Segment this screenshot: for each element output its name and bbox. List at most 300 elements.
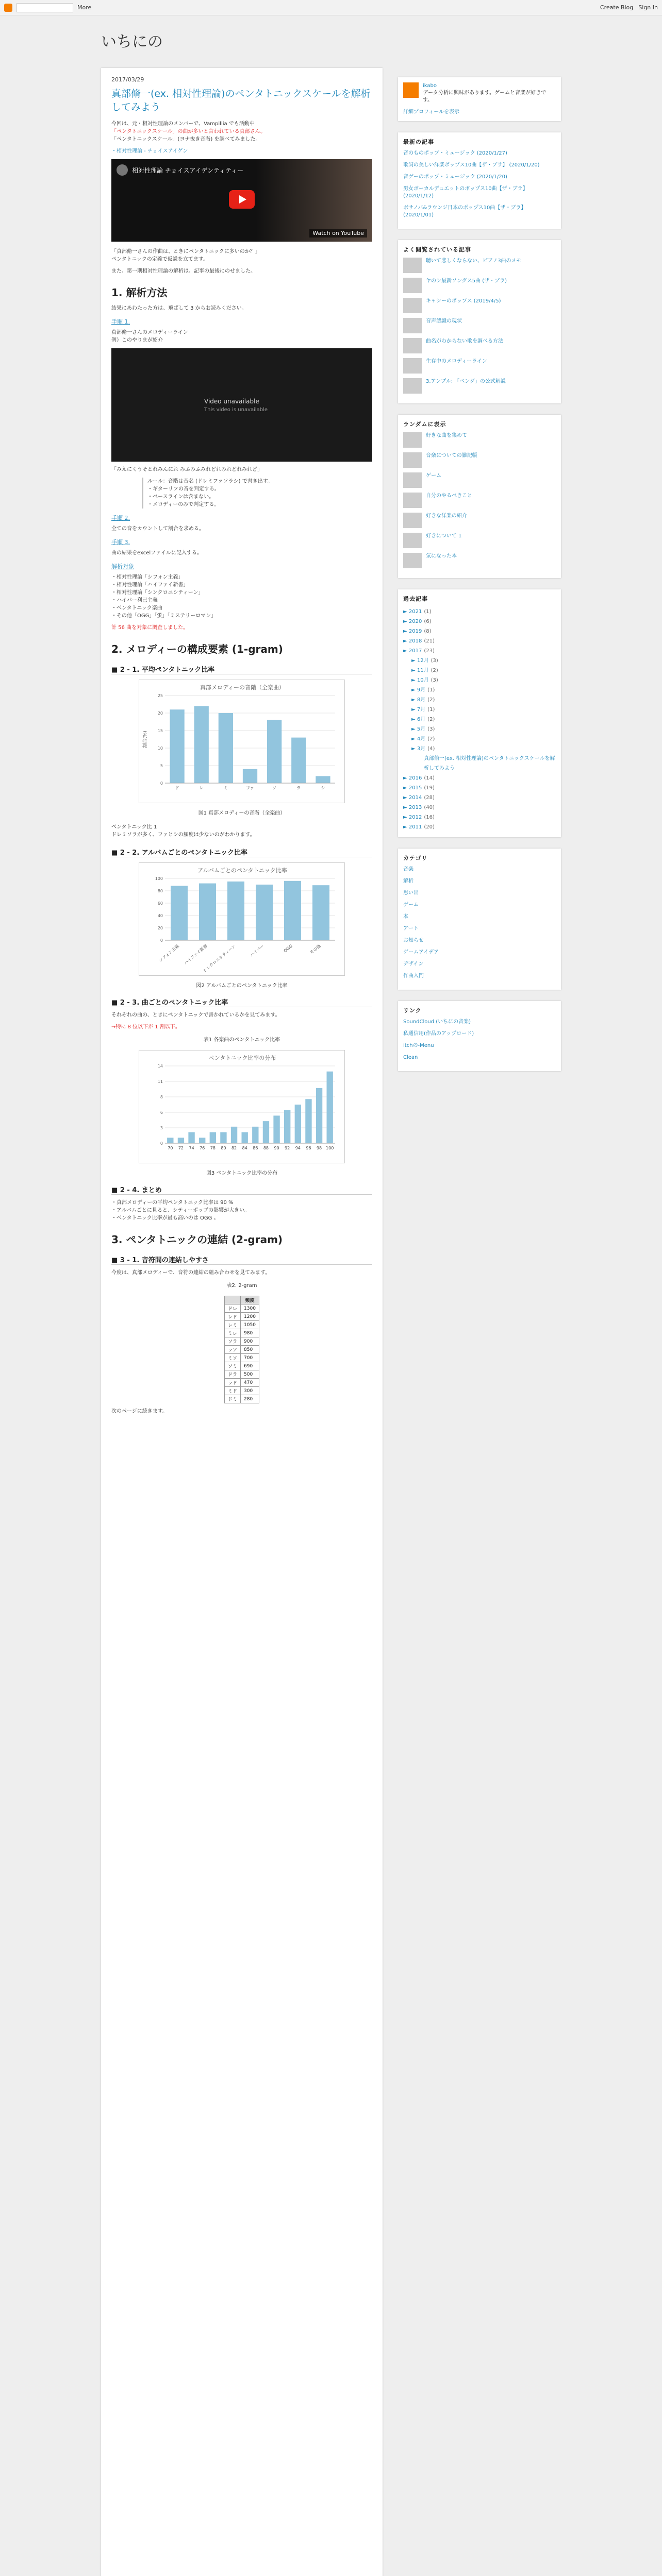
popular-link[interactable]: 聴いて悲しくならない、ピアノ3曲のメモ	[426, 258, 522, 264]
chart-3-svg	[139, 1050, 345, 1164]
post-intro: 今回は、元・相対性理論のメンバーで、Vampillia でも活動中 「ペンタトニックスケール」の曲が多いと言われている真部さん。 「ペンタトニックスケール」(ヨナ抜き音階) を調べてみました。	[111, 121, 266, 142]
table-header-row	[225, 1296, 259, 1304]
x-tick-label: 96	[306, 1146, 311, 1150]
links-item	[403, 1019, 556, 1026]
random-item	[403, 452, 556, 468]
recent-link[interactable]: ボサノバ&ラウンジ日本のポップス10曲【ザ・ブラ】 (2020/1/01)	[403, 205, 526, 218]
archive-item[interactable]	[403, 607, 556, 617]
song-item: ・相対性理論「シフォン主義」	[111, 574, 184, 580]
bar	[316, 1088, 322, 1143]
chart-2-caption: 図2 アルバムごとのペンタトニック比率	[196, 983, 288, 989]
links-link[interactable]: Clean	[403, 1055, 418, 1060]
chart-3	[139, 1050, 345, 1163]
archive-label[interactable]: 2011	[408, 824, 422, 830]
songs-heading: 解析対象	[111, 563, 134, 570]
section-3-text: 今度は、真部メロディーで、音符の連結の組み合わせを見てみます。	[111, 1270, 271, 1276]
archive-item[interactable]	[403, 705, 556, 715]
links-item	[403, 1030, 556, 1038]
y-tick-label: 10	[157, 746, 163, 751]
y-tick-label: 5	[160, 764, 163, 768]
labels-widget	[398, 849, 561, 990]
labels-link[interactable]: お知らせ	[403, 938, 424, 943]
archive-toggle-icon[interactable]: ►	[403, 815, 409, 820]
archive-toggle-icon[interactable]: ►	[403, 795, 409, 801]
table-row	[225, 1337, 259, 1346]
chart-1	[139, 680, 345, 803]
archive-label[interactable]: 2018	[408, 638, 422, 644]
archive-item[interactable]	[403, 812, 556, 822]
archive-label[interactable]: 2017	[408, 648, 422, 654]
archive-item[interactable]	[403, 734, 556, 744]
post-thumbnail[interactable]	[403, 318, 422, 333]
labels-link[interactable]: ゲーム	[403, 902, 419, 908]
unavailable-video-embed[interactable]	[111, 348, 372, 462]
bar	[188, 1132, 194, 1143]
x-tick-label: 82	[231, 1146, 237, 1150]
profile-avatar[interactable]	[403, 82, 419, 98]
y-tick-label: 20	[157, 711, 163, 716]
post-thumbnail[interactable]	[403, 513, 422, 528]
table-cell: 280	[241, 1395, 259, 1403]
archive-toggle-icon[interactable]: ►	[411, 746, 417, 752]
archive-label[interactable]: 11月	[417, 668, 429, 673]
archive-count: (1)	[427, 707, 435, 713]
recent-item	[403, 205, 556, 219]
table-cell: レド	[225, 1313, 241, 1321]
profile-name[interactable]: ikabo	[422, 83, 437, 89]
x-tick-label: ハイパー	[249, 943, 265, 958]
summary-item: ・真部メロディーの平均ペンタトニック比率は 90 %	[111, 1200, 234, 1206]
archive-count: (3)	[431, 658, 438, 664]
popular-item	[403, 278, 556, 293]
create-blog-link[interactable]: Create Blog	[600, 4, 634, 11]
links-link[interactable]: 私通信用(作品のアップロード)	[403, 1031, 474, 1037]
archive-toggle-icon[interactable]: ►	[411, 668, 417, 673]
section-2-1-text: ペンタトニック比 1 ドレミソラが多く、ファとシの頻度は少ないのがわかります。	[111, 824, 255, 838]
y-tick-label: 60	[157, 901, 163, 906]
popular-item	[403, 338, 556, 353]
step-3-text: 曲の結果をexcelファイルに記入する。	[111, 550, 202, 556]
post-thumbnail[interactable]	[403, 378, 422, 394]
archive-toggle-icon[interactable]: ►	[403, 619, 409, 624]
table-row	[225, 1354, 259, 1362]
archive-item[interactable]	[403, 783, 556, 793]
song-item: ・ペンタトニック楽曲	[111, 605, 162, 611]
y-tick-label: 20	[157, 926, 163, 930]
x-tick-label: レ	[199, 786, 204, 790]
chart-title: アルバムごとのペンタトニック比率	[197, 867, 287, 874]
bar	[291, 738, 306, 783]
chart-1-caption: 図1 真部メロディーの音階（全楽曲）	[198, 810, 286, 816]
popular-item	[403, 318, 556, 333]
archive-count: (1)	[424, 609, 432, 615]
bar	[305, 1099, 311, 1143]
labels-item	[403, 866, 556, 873]
song-item: ・相対性理論「ハイファイ新書」	[111, 582, 189, 588]
recent-item	[403, 162, 556, 169]
archive-label[interactable]: 5月	[417, 726, 426, 732]
table-row	[225, 1313, 259, 1321]
archive-count: (2)	[427, 717, 435, 722]
table-row	[225, 1329, 259, 1337]
x-tick-label: ミ	[223, 786, 228, 790]
song-item: ・相対性理論「シンクロニシティーン」	[111, 590, 204, 596]
step-2-heading: 手順 2.	[111, 515, 130, 521]
table-header-cell	[225, 1296, 241, 1304]
archive-label[interactable]: 2020	[408, 619, 422, 624]
archive-count: (3)	[427, 726, 435, 732]
labels-link[interactable]: デザイン	[403, 961, 424, 967]
post-thumbnail[interactable]	[403, 338, 422, 353]
table-cell: ソミ	[225, 1362, 241, 1370]
x-tick-label: ソ	[272, 786, 277, 790]
archive-widget	[398, 589, 561, 837]
section-1-text: 結果にあわたった方は、飛ばして 3 からお読みください。	[111, 306, 247, 311]
archive-count: (19)	[424, 785, 435, 791]
bar	[273, 1115, 279, 1143]
post-thumbnail[interactable]	[403, 452, 422, 468]
post-date: 2017/03/29	[111, 76, 144, 83]
links-item	[403, 1042, 556, 1049]
navbar-search-input[interactable]	[16, 3, 73, 12]
popular-link[interactable]: 生存中のメロディーライン	[426, 359, 487, 364]
archive-label[interactable]: 4月	[417, 736, 426, 742]
random-link[interactable]: 好きな洋楽の紹介	[426, 513, 467, 519]
links-widget	[398, 1001, 561, 1071]
y-tick-label: 8	[160, 1095, 163, 1099]
archive-label[interactable]: 2015	[408, 785, 422, 791]
songs-note: 計 56 曲を対象に調査しました。	[111, 625, 189, 631]
archive-toggle-icon[interactable]: ►	[403, 785, 409, 791]
labels-link[interactable]: ゲームアイデア	[403, 950, 439, 955]
bar	[171, 886, 188, 940]
profile-link[interactable]: 詳細プロフィールを表示	[403, 109, 459, 115]
labels-link[interactable]: 解析	[403, 878, 413, 884]
links-item	[403, 1054, 556, 1061]
archive-item[interactable]	[403, 617, 556, 626]
chart-2	[139, 862, 345, 976]
post-title[interactable]: 真部脩一(ex. 相対性理論)のペンタトニックスケールを解析してみよう	[111, 88, 371, 113]
archive-count: (23)	[424, 648, 435, 654]
table-row	[225, 1370, 259, 1379]
random-link[interactable]: 自分のやるべきこと	[426, 493, 472, 499]
archive-label[interactable]: 2012	[408, 815, 422, 820]
archive-toggle-icon[interactable]: ►	[403, 609, 409, 615]
archive-toggle-icon[interactable]: ►	[411, 697, 417, 703]
bar	[210, 1132, 216, 1143]
y-tick-label: 14	[157, 1064, 163, 1069]
archive-count: (3)	[431, 677, 438, 683]
links-title: リンク	[403, 1007, 422, 1014]
archive-label[interactable]: 3月	[417, 746, 426, 752]
popular-link[interactable]: 3.アンプル: 「ベンダ」の公式解説	[426, 379, 506, 384]
archive-toggle-icon[interactable]: ►	[411, 687, 417, 693]
post-thumbnail[interactable]	[403, 533, 422, 548]
table-cell: ドラ	[225, 1370, 241, 1379]
y-tick-label: 15	[157, 728, 163, 733]
labels-item	[403, 961, 556, 968]
y-tick-label: 0	[160, 1141, 163, 1146]
table-cell: 500	[241, 1370, 259, 1379]
random-item	[403, 493, 556, 508]
channel-avatar	[117, 164, 128, 176]
blogger-logo-icon[interactable]	[4, 4, 12, 12]
chart-title: ペンタトニック比率の分布	[208, 1055, 276, 1061]
archive-count: (16)	[424, 815, 435, 820]
bar	[227, 882, 244, 940]
profile-widget	[398, 77, 561, 121]
bar	[312, 885, 329, 940]
song-link[interactable]: ・相対性理論 - チョイスアイゲン	[111, 148, 188, 154]
archive-toggle-icon[interactable]: ►	[403, 824, 409, 830]
post-thumbnail[interactable]	[403, 553, 422, 568]
profile-text: データ分析に興味があります。ゲームと音楽が好きです。	[422, 90, 547, 103]
archive-item[interactable]	[403, 744, 556, 754]
archive-item[interactable]	[403, 626, 556, 636]
bigram-table	[224, 1296, 259, 1403]
post-thumbnail[interactable]	[403, 278, 422, 293]
labels-item	[403, 937, 556, 944]
bar	[267, 720, 282, 783]
labels-link[interactable]: 音楽	[403, 867, 413, 872]
play-icon[interactable]	[229, 190, 255, 209]
links-link[interactable]: itchの-Menu	[403, 1043, 434, 1048]
popular-link[interactable]: キャシーのポップス (2019/4/5)	[426, 298, 501, 304]
y-tick-label: 6	[160, 1110, 163, 1115]
recent-link[interactable]: 男女ボーカルデュエットのボップス10曲【ザ・ブラ】 (2020/1/12)	[403, 186, 528, 199]
x-tick-label: 80	[221, 1146, 226, 1150]
watch-on-youtube-button[interactable]: Watch on YouTube	[309, 229, 367, 238]
table-row	[225, 1321, 259, 1329]
archive-item[interactable]	[403, 695, 556, 705]
recent-link[interactable]: 音ゲーのポップ・ミュージック (2020/1/20)	[403, 174, 507, 180]
table-cell: ミド	[225, 1387, 241, 1395]
bar	[284, 1110, 290, 1143]
archive-item[interactable]	[403, 724, 556, 734]
bar	[170, 709, 184, 783]
video-unavailable-subtitle: This video is unavailable	[204, 407, 268, 413]
archive-count: (14)	[424, 775, 435, 781]
archive-count: (1)	[427, 687, 435, 693]
popular-item	[403, 258, 556, 273]
archive-toggle-icon[interactable]: ►	[411, 677, 417, 683]
table-cell: 1200	[241, 1313, 259, 1321]
archive-toggle-icon[interactable]: ►	[403, 638, 409, 644]
bar	[263, 1121, 269, 1143]
post-thumbnail[interactable]	[403, 493, 422, 508]
navbar-more-button[interactable]: More	[77, 4, 92, 11]
x-tick-label: 74	[189, 1146, 194, 1150]
x-tick-label: シ	[321, 786, 325, 790]
popular-link[interactable]: ヤのシ最新ソングス5曲 (ザ・ブラ)	[426, 278, 507, 284]
sign-in-link[interactable]: Sign In	[638, 4, 658, 11]
popular-item	[403, 298, 556, 313]
archive-toggle-icon[interactable]: ►	[411, 736, 417, 742]
popular-link[interactable]: 曲名がわからない歌を調べる方法	[426, 338, 503, 344]
archive-label[interactable]: 2016	[408, 775, 422, 781]
table-cell: 300	[241, 1387, 259, 1395]
random-posts-title: ランダムに表示	[403, 421, 446, 428]
archive-item[interactable]	[403, 822, 556, 832]
archive-label[interactable]: 2019	[408, 629, 422, 634]
bar	[199, 884, 216, 940]
song-item: ・その他「OGG」「蛍」「ミステリーロマン」	[111, 613, 217, 619]
archive-item[interactable]	[403, 793, 556, 803]
table-row	[225, 1362, 259, 1370]
table-cell: 850	[241, 1346, 259, 1354]
random-item	[403, 432, 556, 448]
bar	[295, 1105, 301, 1143]
links-link[interactable]: SoundCloud (いちにの音楽)	[403, 1019, 471, 1025]
chart-1-svg	[139, 680, 345, 804]
archive-current-post[interactable]: 真部脩一(ex. 相対性理論)のペンタトニックスケールを解析してみよう	[424, 756, 555, 771]
archive-count: (40)	[424, 805, 435, 810]
archive-item[interactable]	[403, 656, 556, 666]
archive-toggle-icon[interactable]: ►	[411, 658, 417, 664]
y-tick-label: 3	[160, 1126, 163, 1130]
summary-item: ・ペンタトニック比率が最も高いのは OGG 。	[111, 1215, 219, 1221]
archive-label[interactable]: 8月	[417, 697, 426, 703]
step-2-text: 全ての音をカウントして割合を求める。	[111, 526, 204, 532]
recent-link[interactable]: 歌詞の美しい洋楽ボップス10曲【ザ・ブラ】 (2020/1/20)	[403, 162, 540, 168]
random-item	[403, 513, 556, 528]
x-tick-label: OGG	[283, 943, 293, 954]
archive-count: (6)	[424, 619, 432, 624]
section-2-3-note: →特に 8 位以下が 1 割以下。	[111, 1024, 180, 1030]
post-thumbnail[interactable]	[403, 298, 422, 313]
random-item	[403, 472, 556, 488]
archive-toggle-icon[interactable]: ►	[403, 629, 409, 634]
x-tick-label: ファ	[246, 786, 254, 790]
step-1-text: 真部脩一さんのメロディーライン 例）このやりまが紹介	[111, 330, 188, 343]
table-cell: ミレ	[225, 1329, 241, 1337]
labels-item	[403, 890, 556, 897]
random-link[interactable]: 気になった本	[426, 553, 457, 559]
chart-3-caption: 図3 ペンタトニック比率の分布	[206, 1171, 278, 1176]
archive-toggle-icon[interactable]: ►	[403, 648, 409, 654]
archive-toggle-icon[interactable]: ►	[411, 717, 417, 722]
archive-count: (2)	[431, 668, 438, 673]
archive-item[interactable]	[403, 646, 556, 656]
table-2-caption: 表2. 2-gram	[226, 1283, 257, 1289]
popular-posts-title: よく閲覧されている記事	[403, 246, 471, 253]
archive-toggle-icon[interactable]: ►	[403, 805, 409, 810]
archive-label[interactable]: 2021	[408, 609, 422, 615]
archive-toggle-icon[interactable]: ►	[403, 775, 409, 781]
popular-posts-widget	[398, 240, 561, 403]
post-thumbnail[interactable]	[403, 472, 422, 488]
archive-label[interactable]: 10月	[417, 677, 429, 683]
y-tick-label: 40	[157, 913, 163, 918]
blog-title[interactable]: いちにの	[101, 33, 163, 51]
x-tick-label: 98	[316, 1146, 322, 1150]
song-item: ・ハイパー利己主義	[111, 598, 158, 603]
bar	[167, 1138, 173, 1143]
x-tick-label: 92	[285, 1146, 290, 1150]
table-row	[225, 1387, 259, 1395]
summary-list	[111, 1199, 372, 1222]
post-thumbnail[interactable]	[403, 358, 422, 374]
archive-count: (2)	[427, 697, 435, 703]
table-row	[225, 1395, 259, 1403]
section-3-1-heading: ■ 3 - 1. 音符間の連結しやすさ	[111, 1255, 372, 1265]
y-tick-label: 80	[157, 889, 163, 893]
y-tick-label: 25	[157, 693, 163, 698]
step-1-heading: 手順 1.	[111, 318, 130, 325]
video-title[interactable]: 相対性理論 チョイスアイデンティティー	[132, 166, 244, 174]
youtube-embed[interactable]	[111, 159, 372, 242]
table-cell: ドミ	[225, 1395, 241, 1403]
archive-item[interactable]	[403, 666, 556, 675]
x-tick-label: 70	[168, 1146, 173, 1150]
archive-item[interactable]	[403, 803, 556, 812]
y-tick-label: 100	[155, 876, 163, 881]
recent-link[interactable]: 音のものポップ・ミュージック (2020/1/27)	[403, 150, 507, 156]
archive-label[interactable]: 7月	[417, 707, 426, 713]
archive-item[interactable]	[403, 675, 556, 685]
table-cell: 900	[241, 1337, 259, 1346]
table-cell: ラソ	[225, 1346, 241, 1354]
bar	[242, 1132, 248, 1143]
archive-label[interactable]: 12月	[417, 658, 429, 664]
random-link[interactable]: 好きについて 1	[426, 533, 462, 539]
post-thumbnail[interactable]	[403, 258, 422, 273]
table-cell: 1300	[241, 1304, 259, 1313]
x-tick-label: ラ	[296, 786, 301, 790]
archive-count: (4)	[427, 746, 435, 752]
random-link[interactable]: 音楽についての雑記帳	[426, 453, 477, 459]
x-tick-label: 100	[326, 1146, 334, 1150]
songs-list	[111, 573, 372, 620]
y-tick-label: 11	[157, 1079, 163, 1084]
archive-item[interactable]	[403, 685, 556, 695]
labels-link[interactable]: 作曲入門	[403, 973, 424, 979]
popular-link[interactable]: 音声認識の現状	[426, 318, 462, 324]
archive-toggle-icon[interactable]: ►	[411, 707, 417, 713]
random-item	[403, 533, 556, 548]
random-link[interactable]: 好きな曲を集めて	[426, 433, 467, 438]
archive-item[interactable]	[403, 715, 556, 724]
archive-label[interactable]: 9月	[417, 687, 426, 693]
section-2-3-heading: ■ 2 - 3. 曲ごとのペンタトニック比率	[111, 997, 372, 1007]
x-tick-label: 86	[253, 1146, 258, 1150]
recent-posts-widget	[398, 132, 561, 229]
post-thumbnail[interactable]	[403, 432, 422, 448]
video-unavailable-title: Video unavailable	[204, 398, 259, 405]
x-tick-label: 78	[210, 1146, 216, 1150]
labels-item	[403, 925, 556, 933]
table-row	[225, 1379, 259, 1387]
labels-link[interactable]: 思い出	[403, 890, 419, 896]
labels-link[interactable]: アート	[403, 926, 419, 931]
archive-item[interactable]	[403, 636, 556, 646]
archive-label[interactable]: 2013	[408, 805, 422, 810]
x-tick-label: 72	[178, 1146, 184, 1150]
archive-label[interactable]: 6月	[417, 717, 426, 722]
popular-item	[403, 358, 556, 374]
bar	[199, 1138, 205, 1143]
x-tick-label: 76	[200, 1146, 205, 1150]
section-2-heading: 2. メロディーの構成要素 (1-gram)	[111, 643, 283, 655]
archive-item[interactable]	[403, 773, 556, 783]
archive-toggle-icon[interactable]: ►	[411, 726, 417, 732]
random-link[interactable]: ゲーム	[426, 473, 441, 479]
archive-label[interactable]: 2014	[408, 795, 422, 801]
step-3-heading: 手順 3.	[111, 539, 130, 546]
x-tick-label: 94	[295, 1146, 301, 1150]
labels-link[interactable]: 本	[403, 914, 408, 920]
x-tick-label: その他	[309, 943, 322, 955]
